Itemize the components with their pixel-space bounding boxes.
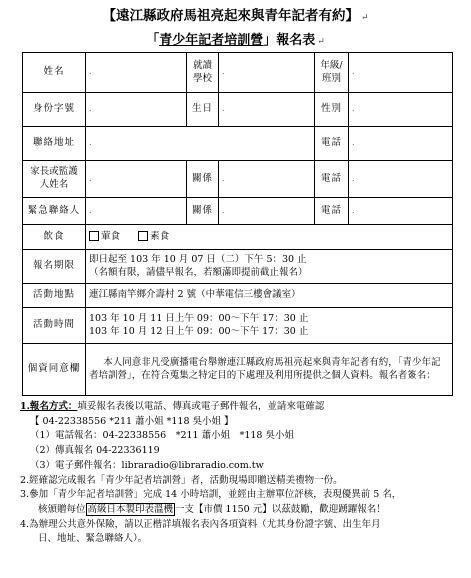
name-label: 姓名 [23,53,86,93]
veg-checkbox[interactable] [138,231,169,242]
notes-section [20,400,460,547]
note-1: 1.報名方式：填妥報名表後以電話、傳真或電子郵件報名，並請來電確認 [20,401,325,412]
consent-text[interactable]: 本人同意非凡受廣播電台舉辦連江縣政府馬祖亮起來與青年記者有約，「青少年記者培訓營」，在符合蒐集之特定目的下處理及利用所提供之個人資料。報名者簽名： [86,344,453,396]
deadline-line2: （名額有限，請儘早報名，若額滿即提前截止報名） [89,266,308,278]
emergency-relation-field[interactable]: . [219,198,315,225]
registration-form [22,52,453,396]
guardian-phone-label: 電話 [315,161,349,198]
grade-class-field[interactable]: . [349,53,453,93]
consent-label: 個資同意欄 [23,344,86,396]
prize-highlight: 高級日本製印表溫機 [87,504,174,516]
school-label: 就讀學校 [187,53,219,93]
emergency-phone-label: 電話 [315,198,349,225]
id-number-field[interactable]: . [86,93,187,127]
note-2: 2.經確認完成報名「青少年記者培訓營」者，活動現場即贈送精美禮物一份。 [20,474,343,486]
meat-checkbox[interactable] [89,231,120,242]
time-value [86,308,453,344]
note-1-fax: （2）傳真報名 04-22336119 [30,445,160,457]
note-3: 3.參加「青少年記者培訓營」完成 14 小時培訓，並經由主辦單位評核，表現優異前 5 名， [20,489,402,501]
note-4-cont: 日、地址、緊急聯絡人）。 [38,533,148,545]
emergency-label: 緊急聯絡人 [23,198,86,225]
page-title: 【遠江縣政府馬祖亮起來與青年記者有約】 ↵ [102,8,369,24]
guardian-relation-field[interactable]: . [219,161,315,198]
guardian-phone-field[interactable]: . [349,161,453,198]
meal-label: 飲食 [23,225,86,250]
emergency-field[interactable]: . [86,198,187,225]
venue-label: 活動地點 [23,284,86,308]
phone-label: 電話 [315,127,349,161]
emergency-phone-field[interactable]: . [349,198,453,225]
note-1-contact: 【 04-22338556 *211 蕭小姐 *118 吳小姐 】 [30,415,234,427]
meat-option-label: 葷食 [101,230,121,242]
gender-field[interactable]: . [349,93,453,127]
guardian-field[interactable]: . [86,161,187,198]
deadline-line1: 即日起至 103 年 10 月 07 日（二）下午 5：30 止 [89,253,307,265]
form-title: 「青少年記者培訓營」報名表 ↵ [146,33,325,48]
gender-label: 性別 [315,93,349,127]
time-label: 活動時間 [23,308,86,344]
veg-option-label: 素食 [150,230,170,242]
deadline-value [86,250,453,284]
note-3-prize: 核頒贈每位 高級日本製印表溫機 一支【市價 1150 元】以茲鼓勵，歡迎踴躍報名！ [38,504,386,516]
time-line1: 103 年 10 月 11 日上午 09：00～下午 17：30 止 [89,312,309,324]
address-label: 聯絡地址 [23,127,86,161]
grade-class-label: 年級/班別 [315,53,349,93]
guardian-relation-label: 關係 [187,161,219,198]
note-4: 4.為辦理公共意外保險，請以正楷詳填報名表內各項資料（尤其身份證字號、出生年月 [20,518,381,530]
venue-value: 連江縣南竿鄉介壽村 2 號（中華電信三樓會議室） [86,284,453,308]
note-1-phone: （1）電話報名：04-22338556 *211 蕭小姐 *118 吳小姐 [30,430,295,442]
time-line2: 103 年 10 月 12 日上午 09：00～下午 17：30 止 [89,325,309,337]
birthday-field[interactable]: . [219,93,315,127]
name-field[interactable]: . [86,53,187,93]
id-number-label: 身份字號 [23,93,86,127]
note-1-email: （3）電子郵件報名：libraradio@libraradio.com.tw [30,459,264,471]
meal-options [86,225,453,250]
phone-field[interactable]: . [349,127,453,161]
birthday-label: 生日 [187,93,219,127]
school-field[interactable]: . [219,53,315,93]
deadline-label: 報名期限 [23,250,86,284]
guardian-label: 家長或監護人姓名 [23,161,86,198]
emergency-relation-label: 關係 [187,198,219,225]
address-field[interactable]: . [86,127,315,161]
